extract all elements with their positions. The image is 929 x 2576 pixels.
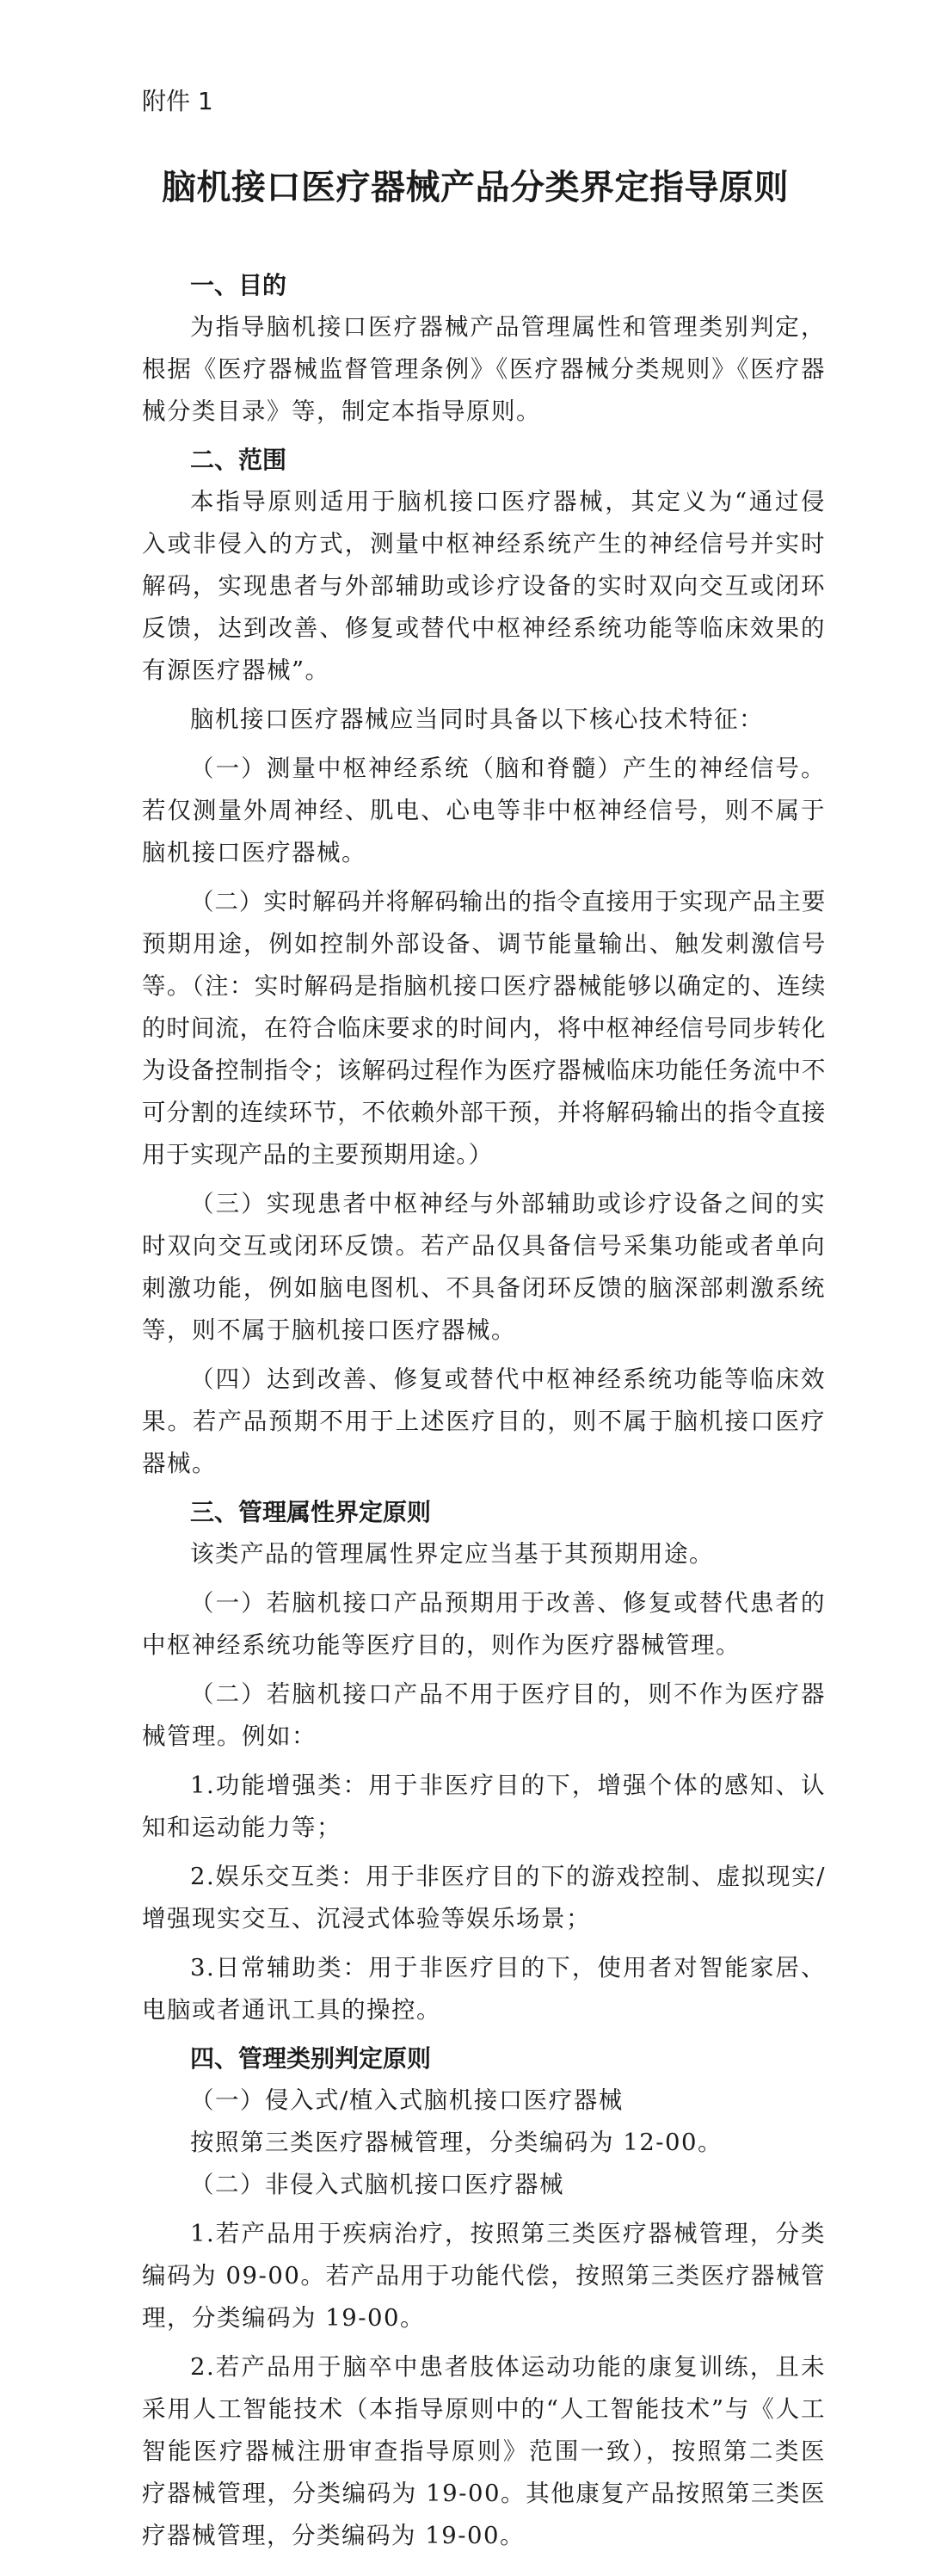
section-2-paragraph-4: （二）实时解码并将解码输出的指令直接用于实现产品主要预期用途，例如控制外部设备、调节能量输出、触发刺激信号等。（注：实时解码是指脑机接口医疗器械能够以确定的、连续的时间流，在符合临床要求的时间内，将中枢神经信号同步转化为设备控制指令；该解码过程作为医疗器械临床功能任务流中不可分割的连续环节，不依赖外部干预，并将解码输出的指令直接用于实现产品的主要预期用途。） (142, 888, 826, 1168)
section-1-heading: 一、目的 (190, 271, 287, 299)
section-3-paragraph-2: （一）若脑机接口产品预期用于改善、修复或替代患者的中枢神经系统功能等医疗目的，则作为医疗器械管理。 (142, 1589, 826, 1659)
section-2-paragraph-1: 本指导原则适用于脑机接口医疗器械，其定义为“通过侵入或非侵入的方式，测量中枢神经系统产生的神经信号并实时解码，实现患者与外部辅助或诊疗设备的实时双向交互或闭环反馈，达到改善、修复或替代中枢神经系统功能等临床效果的有源医疗器械”。 (142, 488, 826, 684)
section-3-paragraph-6: 3.日常辅助类：用于非医疗目的下，使用者对智能家居、电脑或者通讯工具的操控。 (142, 1954, 826, 2024)
section-3-heading: 三、管理属性界定原则 (190, 1498, 432, 1526)
section-4-paragraph-5: 2.若产品用于脑卒中患者肢体运动功能的康复训练，且未采用人工智能技术（本指导原则中的“人工智能技术”与《人工智能医疗器械注册审查指导原则》范围一致），按照第二类医疗器械管理，分类编码为 19-00。其他康复产品按照第三类医疗器械管理，分类编码为 19-00。 (142, 2353, 826, 2549)
section-2-paragraph-5: （三）实现患者中枢神经与外部辅助或诊疗设备之间的实时双向交互或闭环反馈。若产品仅具备信号采集功能或者单向刺激功能，例如脑电图机、不具备闭环反馈的脑深部刺激系统等，则不属于脑机接口医疗器械。 (142, 1190, 826, 1344)
document-title: 脑机接口医疗器械产品分类界定指导原则 (162, 167, 789, 207)
section-2-paragraph-2: 脑机接口医疗器械应当同时具备以下核心技术特征： (190, 706, 764, 733)
section-2-paragraph-3: （一）测量中枢神经系统（脑和脊髓）产生的神经信号。若仅测量外周神经、肌电、心电等非中枢神经信号，则不属于脑机接口医疗器械。 (142, 755, 826, 866)
section-4-paragraph-2: 按照第三类医疗器械管理，分类编码为 12-00。 (190, 2129, 723, 2156)
section-4-paragraph-1: （一）侵入式/植入式脑机接口医疗器械 (190, 2086, 624, 2114)
section-3-paragraph-3: （二）若脑机接口产品不用于医疗目的，则不作为医疗器械管理。例如： (142, 1680, 826, 1750)
section-4-paragraph-3: （二）非侵入式脑机接口医疗器械 (190, 2171, 564, 2198)
section-2-paragraph-6: （四）达到改善、修复或替代中枢神经系统功能等临床效果。若产品预期不用于上述医疗目的，则不属于脑机接口医疗器械。 (142, 1365, 826, 1477)
section-1-paragraph-1: 为指导脑机接口医疗器械产品管理属性和管理类别判定，根据《医疗器械监督管理条例》《医疗器械分类规则》《医疗器械分类目录》等，制定本指导原则。 (142, 313, 826, 425)
section-3-paragraph-4: 1.功能增强类：用于非医疗目的下，增强个体的感知、认知和运动能力等； (142, 1772, 826, 1841)
attachment-label: 附件 1 (142, 87, 213, 115)
section-2-heading: 二、范围 (190, 446, 287, 474)
section-4-heading: 四、管理类别判定原则 (190, 2044, 432, 2073)
section-4-paragraph-4: 1.若产品用于疾病治疗，按照第三类医疗器械管理，分类编码为 09-00。若产品用于功能代偿，按照第三类医疗器械管理，分类编码为 19-00。 (142, 2220, 826, 2332)
section-3-paragraph-5: 2.娱乐交互类：用于非医疗目的下的游戏控制、虚拟现实/增强现实交互、沉浸式体验等娱乐场景； (142, 1863, 826, 1932)
section-3-paragraph-1: 该类产品的管理属性界定应当基于其预期用途。 (190, 1540, 714, 1568)
